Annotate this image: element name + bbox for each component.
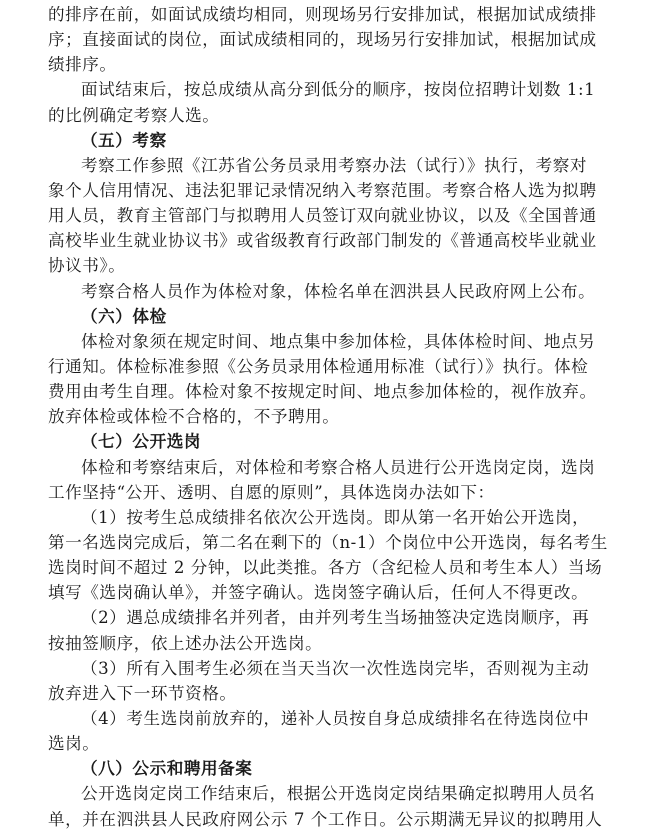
text-line: 选岗时间不超过 2 分钟，以此类推。各方（含纪检人员和考生本人）当场 [48, 558, 603, 578]
text-line: （1）按考生总成绩排名依次公开选岗。即从第一名开始公开选岗， [81, 507, 590, 527]
text-line: 考察合格人员作为体检对象，体检名单在泗洪县人民政府网上公布。 [81, 281, 596, 301]
text-line: 工作坚持“公开、透明、自愿的原则”，具体选岗办法如下： [48, 482, 495, 502]
text-line: （2）遇总成绩排名并列者，由并列考生当场抽签决定选岗顺序，再 [81, 608, 590, 628]
text-line: 体检和考察结束后，对体检和考察合格人员进行公开选岗定岗，选岗 [81, 457, 596, 477]
section-heading: （六）体检 [81, 305, 167, 326]
text-line: 考察工作参照《江苏省公务员录用考察办法（试行）》执行，考察对 [81, 155, 588, 175]
text-line: 序；直接面试的岗位，面试成绩相同的，现场另行安排加试，根据加试成 [48, 30, 597, 50]
text-line: 面试结束后，按总成绩从高分到低分的顺序，按岗位招聘计划数 1:1 [81, 80, 596, 100]
text-line: 选岗。 [48, 734, 100, 754]
text-line: 高校毕业生就业协议书》或省级教育行政部门制发的《普通高校毕业就业 [48, 231, 597, 251]
text-line: 行通知。体检标准参照《公务员录用体检通用标准（试行）》执行。体检 [48, 356, 589, 376]
text-line: 放弃体检或体检不合格的，不予聘用。 [48, 407, 340, 427]
text-line: 按抽签顺序，依上述办法公开选岗。 [48, 633, 323, 653]
text-line: 放弃进入下一环节资格。 [48, 683, 237, 703]
section-heading: （八）公示和聘用备案 [81, 758, 253, 779]
text-line: 费用由考生自理。体检对象不按规定时间、地点参加体检的，视作放弃。 [48, 382, 597, 402]
text-line: 第一名选岗完成后，第二名在剩下的（n-1）个岗位中公开选岗，每名考生 [48, 532, 608, 552]
text-line: 的排序在前，如面试成绩均相同，则现场另行安排加试，根据加试成绩排 [48, 5, 597, 24]
document-page [48, 2, 614, 832]
text-line: 用人员，教育主管部门与拟聘用人员签订双向就业协议，以及《全国普通 [48, 206, 597, 226]
text-line: 填写《选岗确认单》，并签字确认。选岗签字确认后，任何人不得更改。 [48, 583, 589, 603]
text-line: 单，并在泗洪县人民政府网公示 7 个工作日。公示期满无异议的拟聘用人 [48, 809, 603, 829]
text-line: 绩排序。 [48, 55, 117, 75]
text-line: 的比例确定考察人选。 [48, 105, 220, 125]
text-line: 公开选岗定岗工作结束后，根据公开选岗定岗结果确定拟聘用人员名 [81, 784, 596, 804]
section-heading: （七）公开选岗 [81, 431, 202, 452]
section-heading: （五）考察 [81, 129, 167, 150]
text-line: 协议书》。 [48, 256, 126, 276]
text-line: 象个人信用情况、违法犯罪记录情况纳入考察范围。考察合格人选为拟聘 [48, 180, 597, 200]
text-line: （3）所有入围考生必须在当天当次一次性选岗完毕，否则视为主动 [81, 658, 590, 678]
text-line: 体检对象须在规定时间、地点集中参加体检，具体体检时间、地点另 [81, 331, 596, 351]
text-line: （4）考生选岗前放弃的，递补人员按自身总成绩排名在待选岗位中 [81, 708, 590, 728]
